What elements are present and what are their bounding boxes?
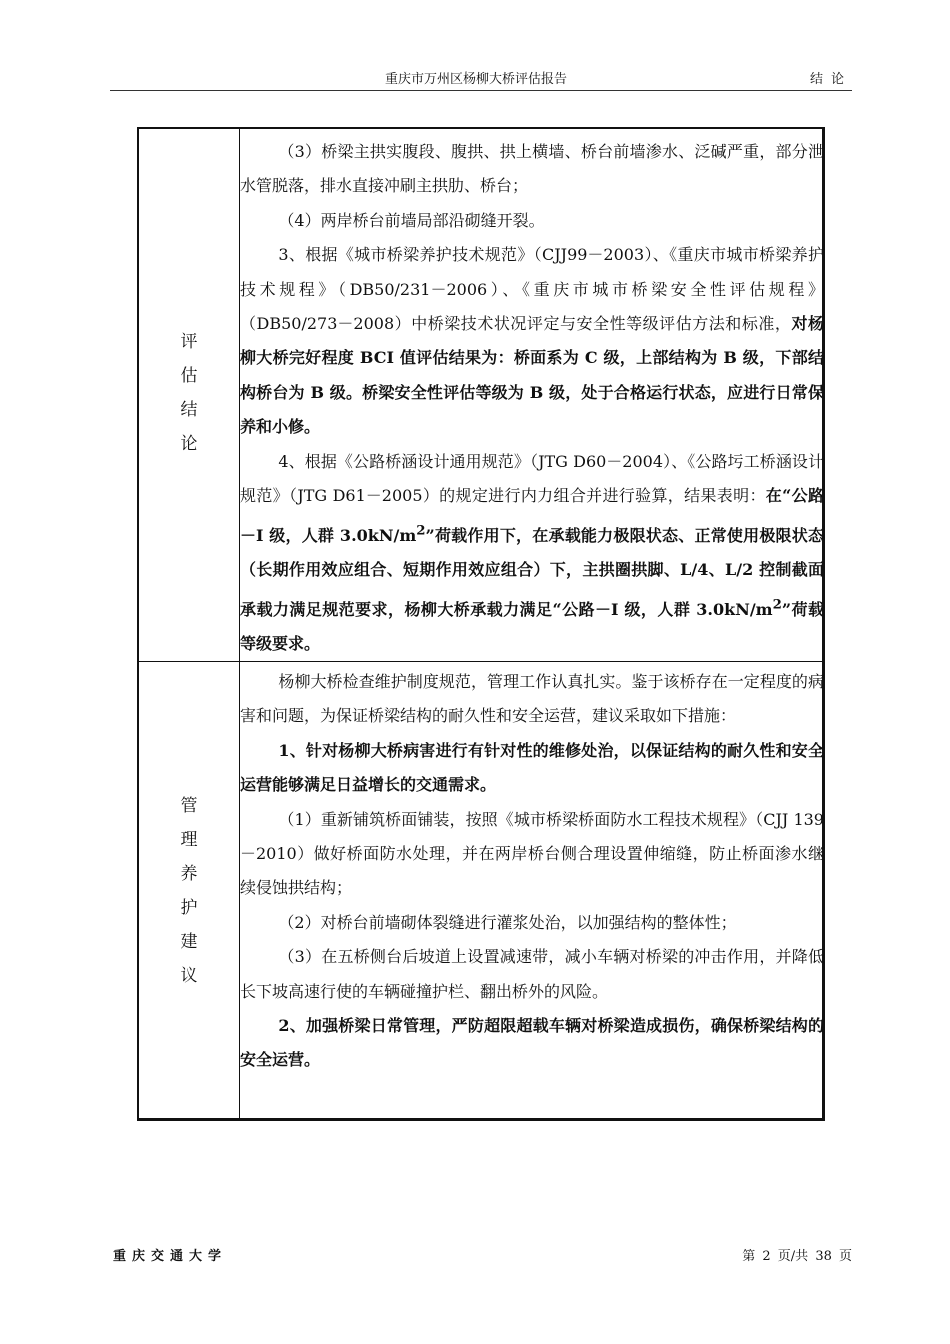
page-header — [110, 64, 852, 91]
page-number: 第 2 页/共 38 页 — [742, 1249, 852, 1264]
paragraph: （3）桥梁主拱实腹段、腹拱、拱上横墙、桥台前墙渗水、泛碱严重，部分泄水管脱落，排水直接冲刷主拱肋、桥台； — [240, 142, 824, 196]
section-name: 结论 — [809, 72, 852, 87]
paragraph: （3）在五桥侧台后坡道上设置减速带，减小车辆对桥梁的冲击作用，并降低长下坡高速行使的车辆碰撞护栏、翻出桥外的风险。 — [240, 947, 824, 1001]
paragraph: 3、根据《城市桥梁养护技术规范》（CJJ99－2003）、《重庆市城市桥梁养护技术规程》（DB50/231－2006）、《重庆市城市桥梁安全性评估规程》（DB50/273－2008）中桥梁技术状况评定与安全性等级评估方法和标准，对杨柳大桥完好程度 BCI 值评估结果为：桥面系为 C 级，上部结构为 B 级，下部结构桥台为 B 级。桥梁安全性评估等级为 B 级，处于合格运行状态，应进行日常保养和小修。 — [240, 245, 824, 437]
row-label-evaluation-conclusion: 评 估 结 论 — [180, 332, 198, 454]
row-label-management-suggestions: 管 理 养 护 建 议 — [180, 796, 198, 986]
paragraph: （4）两岸桥台前墙局部沿砌缝开裂。 — [278, 210, 545, 230]
footer-organization: 重庆交通大学 — [113, 1249, 228, 1264]
paragraph: （2）对桥台前墙砌体裂缝进行灌浆处治，以加强结构的整体性； — [278, 912, 737, 932]
paragraph: 1、针对杨柳大桥病害进行有针对性的维修处治，以保证结构的耐久性和安全运营能够满足日益增长的交通需求。 — [240, 740, 824, 795]
paragraph: （1）重新铺筑桥面铺装，按照《城市桥梁桥面防水工程技术规程》（CJJ 139－2010）做好桥面防水处理，并在两岸桥台侧合理设置伸缩缝，防止桥面渗水继续侵蚀拱结构； — [240, 809, 824, 898]
conclusion-table — [137, 127, 825, 1121]
evaluation-conclusion-cell — [240, 135, 824, 662]
paragraph: 杨柳大桥检查维护制度规范，管理工作认真扎实。鉴于该桥存在一定程度的病害和问题，为保证桥梁结构的耐久性和安全运营，建议采取如下措施： — [240, 672, 824, 726]
report-title: 重庆市万州区杨柳大桥评估报告 — [385, 72, 568, 87]
management-suggestions-cell — [240, 665, 824, 1078]
paragraph: 4、根据《公路桥涵设计通用规范》（JTG D60－2004）、《公路圬工桥涵设计规范》（JTG D61－2005）的规定进行内力组合并进行验算，结果表明：在“公路－I 级，人群 $3.0kN/m^2$”荷载作用下，在承载能力极限状态、正常使用极限状态（长期作用效应组合、短期作用效应组合）下，主拱圈拱脚、L/4、L/2 控制截面承载力满足规范要求，杨柳大桥承载力满足“公路－I 级，人群 $3.0kN/m^2$”荷载等级要求。 — [240, 451, 824, 654]
paragraph: 2、加强桥梁日常管理，严防超限超载车辆对桥梁造成损伤，确保桥梁结构的安全运营。 — [240, 1016, 824, 1070]
